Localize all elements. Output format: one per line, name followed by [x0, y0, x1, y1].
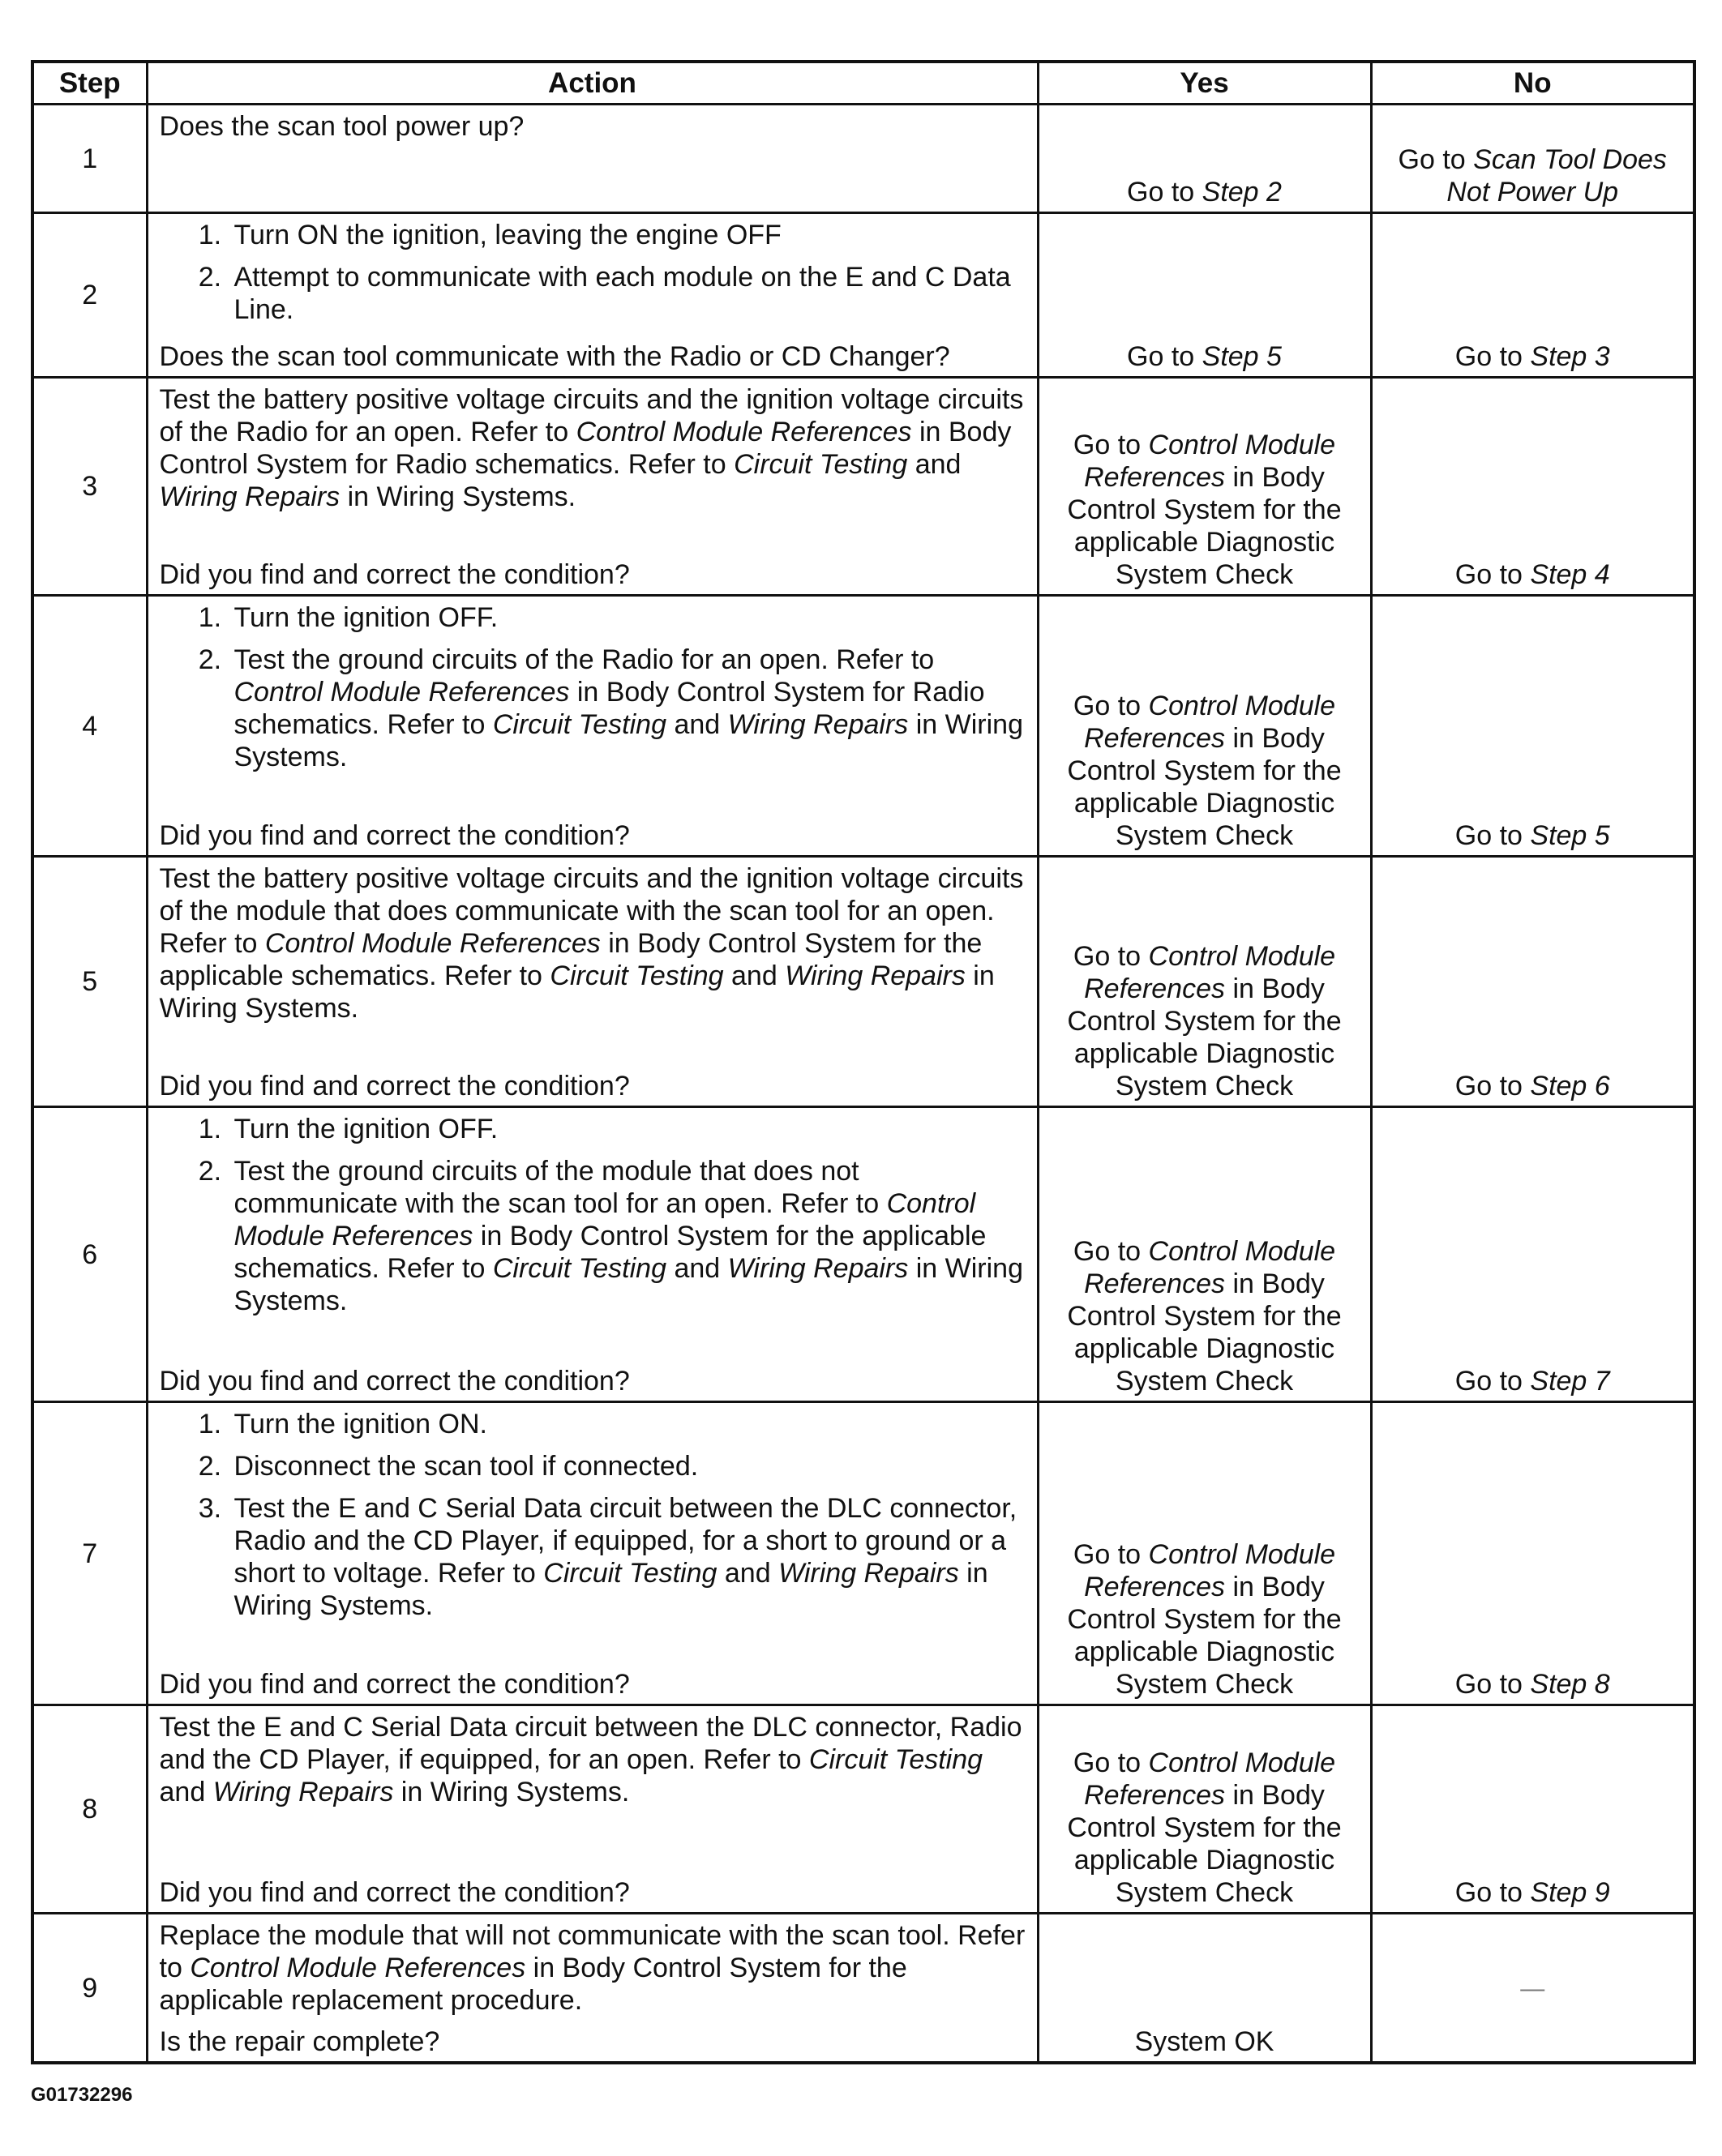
reference-text: Control Module References — [1084, 1236, 1336, 1299]
action-question: Is the repair complete? — [159, 2026, 440, 2057]
yes-outcome: Go to Step 2 — [1038, 105, 1371, 213]
step-number: 4 — [32, 596, 147, 857]
reference-text: Step 2 — [1202, 177, 1282, 207]
step-number: 5 — [32, 857, 147, 1107]
action-question: Did you find and correct the condition? — [159, 559, 630, 590]
reference-text: Control Module References — [233, 677, 570, 708]
action-cell — [147, 1705, 1038, 1914]
action-question: Does the scan tool power up? — [159, 111, 525, 142]
reference-text: Control Module References — [1084, 941, 1336, 1004]
table-row — [32, 105, 1694, 213]
no-outcome: Go to Step 3 — [1371, 213, 1694, 378]
action-text: Replace the module that will not communicate with the scan tool. Refer to Control Module References in Body Control System for the applicable replacement procedure. — [159, 1920, 1026, 2016]
action-cell — [147, 857, 1038, 1107]
action-cell — [147, 1107, 1038, 1402]
step-number: 8 — [32, 1705, 147, 1914]
table-row — [32, 857, 1694, 1107]
action-substeps — [160, 219, 1029, 326]
table-row — [32, 213, 1694, 378]
no-outcome: Go to Step 7 — [1371, 1107, 1694, 1402]
action-substeps — [160, 601, 1029, 773]
action-substep: 3. Test the E and C Serial Data circuit between the DLC connector, Radio and the CD Player, if equipped, for a short to ground or a short to voltage. Refer to Circuit Testing and Wiring Repairs in Wiring Systems. — [229, 1492, 1029, 1622]
reference-text: Step 4 — [1530, 559, 1610, 590]
reference-text: Wiring Repairs — [212, 1777, 394, 1807]
reference-text: Control Module References — [1084, 430, 1336, 493]
reference-text: Wiring Repairs — [727, 1253, 909, 1284]
action-text: Test the battery positive voltage circuits and the ignition voltage circuits of the module that does communicate with the scan tool for an open. Refer to Control Module References in Body Control System for the applicable schematics. Refer to Circuit Testing and Wiring Repairs in Wiring Systems. — [159, 863, 1024, 1024]
table-row — [32, 378, 1694, 596]
action-substep: 1. Turn the ignition ON. — [229, 1408, 1029, 1440]
action-question: Did you find and correct the condition? — [159, 1669, 630, 1700]
no-outcome — [1371, 1914, 1694, 2064]
no-outcome: Go to Step 9 — [1371, 1705, 1694, 1914]
reference-text: Control Module References — [264, 928, 601, 959]
action-substep: 2. Test the ground circuits of the Radio for an open. Refer to Control Module References in Body Control System for Radio schematics. Refer to Circuit Testing and Wiring Repairs in Wiring Systems. — [229, 644, 1029, 773]
yes-outcome: Go to Control Module References in Body Control System for the applicable Diagnostic System Check — [1038, 378, 1371, 596]
header-step: Step — [32, 62, 147, 105]
action-cell — [147, 596, 1038, 857]
reference-text: Step 3 — [1530, 341, 1610, 372]
reference-text: Step 9 — [1530, 1877, 1610, 1908]
reference-text: Wiring Repairs — [778, 1558, 959, 1589]
step-number: 1 — [32, 105, 147, 213]
reference-text: Wiring Repairs — [785, 960, 966, 991]
action-substep: 1. Turn the ignition OFF. — [229, 601, 1029, 634]
table-body — [32, 105, 1694, 2064]
action-question: Did you find and correct the condition? — [159, 1366, 630, 1397]
yes-outcome: Go to Step 5 — [1038, 213, 1371, 378]
yes-outcome: Go to Control Module References in Body Control System for the applicable Diagnostic System Check — [1038, 1705, 1371, 1914]
reference-text: Wiring Repairs — [159, 481, 341, 512]
action-question: Did you find and correct the condition? — [159, 820, 630, 851]
yes-outcome: Go to Control Module References in Body Control System for the applicable Diagnostic System Check — [1038, 857, 1371, 1107]
table-row — [32, 1402, 1694, 1705]
action-question: Did you find and correct the condition? — [159, 1071, 630, 1102]
action-text: Test the E and C Serial Data circuit between the DLC connector, Radio and the CD Player, if equipped, for an open. Refer to Circuit Testing and Wiring Repairs in Wiring Systems. — [159, 1712, 1022, 1807]
header-action: Action — [147, 62, 1038, 105]
reference-text: Wiring Repairs — [727, 709, 909, 740]
action-cell — [147, 378, 1038, 596]
reference-text: Control Module References — [1084, 691, 1336, 754]
action-text: Test the battery positive voltage circuits and the ignition voltage circuits of the Radio for an open. Refer to Control Module References in Body Control System for Radio schematics. Refer to Circuit Testing and Wiring Repairs in Wiring Systems. — [159, 384, 1024, 512]
yes-outcome: Go to Control Module References in Body Control System for the applicable Diagnostic System Check — [1038, 1107, 1371, 1402]
table-row — [32, 1705, 1694, 1914]
no-outcome: Go to Step 4 — [1371, 378, 1694, 596]
action-substeps — [160, 1408, 1029, 1622]
reference-text: Scan Tool Does Not Power Up — [1446, 144, 1667, 207]
reference-text: Control Module References — [1084, 1539, 1336, 1602]
no-outcome: Go to Step 8 — [1371, 1402, 1694, 1705]
action-cell — [147, 1402, 1038, 1705]
action-substep: 1. Turn ON the ignition, leaving the engine OFF — [229, 219, 1029, 251]
header-row — [32, 62, 1694, 105]
step-number: 6 — [32, 1107, 147, 1402]
reference-text: Circuit Testing — [550, 960, 724, 991]
action-substep: 2. Disconnect the scan tool if connected. — [229, 1450, 1029, 1482]
reference-text: Step 5 — [1530, 820, 1610, 851]
reference-text: Control Module References — [233, 1188, 976, 1251]
reference-text: Step 8 — [1530, 1669, 1610, 1700]
no-outcome: Go to Step 5 — [1371, 596, 1694, 857]
action-substep: 1. Turn the ignition OFF. — [229, 1113, 1029, 1145]
figure-id: G01732296 — [31, 2084, 133, 2106]
action-cell — [147, 105, 1038, 213]
reference-text: Circuit Testing — [734, 449, 908, 480]
reference-text: Circuit Testing — [808, 1744, 983, 1775]
no-outcome-dash: — — [1520, 1974, 1545, 2002]
step-number: 3 — [32, 378, 147, 596]
step-number: 7 — [32, 1402, 147, 1705]
yes-outcome: Go to Control Module References in Body Control System for the applicable Diagnostic System Check — [1038, 596, 1371, 857]
table-row — [32, 1914, 1694, 2064]
action-cell — [147, 1914, 1038, 2064]
reference-text: Control Module References — [1084, 1747, 1336, 1811]
header-no: No — [1371, 62, 1694, 105]
reference-text: Control Module References — [190, 1953, 526, 1983]
action-substep: 2. Attempt to communicate with each module on the E and C Data Line. — [229, 261, 1029, 326]
action-substeps — [160, 1113, 1029, 1317]
no-outcome: Go to Step 6 — [1371, 857, 1694, 1107]
reference-text: Circuit Testing — [492, 709, 667, 740]
diagnostic-table — [31, 60, 1696, 2064]
yes-outcome: System OK — [1038, 1914, 1371, 2064]
header-yes: Yes — [1038, 62, 1371, 105]
table-row — [32, 1107, 1694, 1402]
reference-text: Step 7 — [1530, 1366, 1610, 1397]
step-number: 9 — [32, 1914, 147, 2064]
table-row — [32, 596, 1694, 857]
reference-text: Step 5 — [1202, 341, 1282, 372]
action-substep: 2. Test the ground circuits of the module that does not communicate with the scan tool for an open. Refer to Control Module References in Body Control System for the applicable schematics. Refer to Circuit Testing and Wiring Repairs in Wiring Systems. — [229, 1155, 1029, 1317]
step-number: 2 — [32, 213, 147, 378]
no-outcome: Go to Scan Tool Does Not Power Up — [1371, 105, 1694, 213]
action-cell — [147, 213, 1038, 378]
reference-text: Step 6 — [1530, 1071, 1610, 1102]
reference-text: Control Module References — [576, 417, 912, 447]
reference-text: Circuit Testing — [492, 1253, 667, 1284]
action-question: Does the scan tool communicate with the Radio or CD Changer? — [159, 341, 950, 372]
action-question: Did you find and correct the condition? — [159, 1877, 630, 1908]
reference-text: Circuit Testing — [543, 1558, 718, 1589]
yes-outcome: Go to Control Module References in Body Control System for the applicable Diagnostic System Check — [1038, 1402, 1371, 1705]
